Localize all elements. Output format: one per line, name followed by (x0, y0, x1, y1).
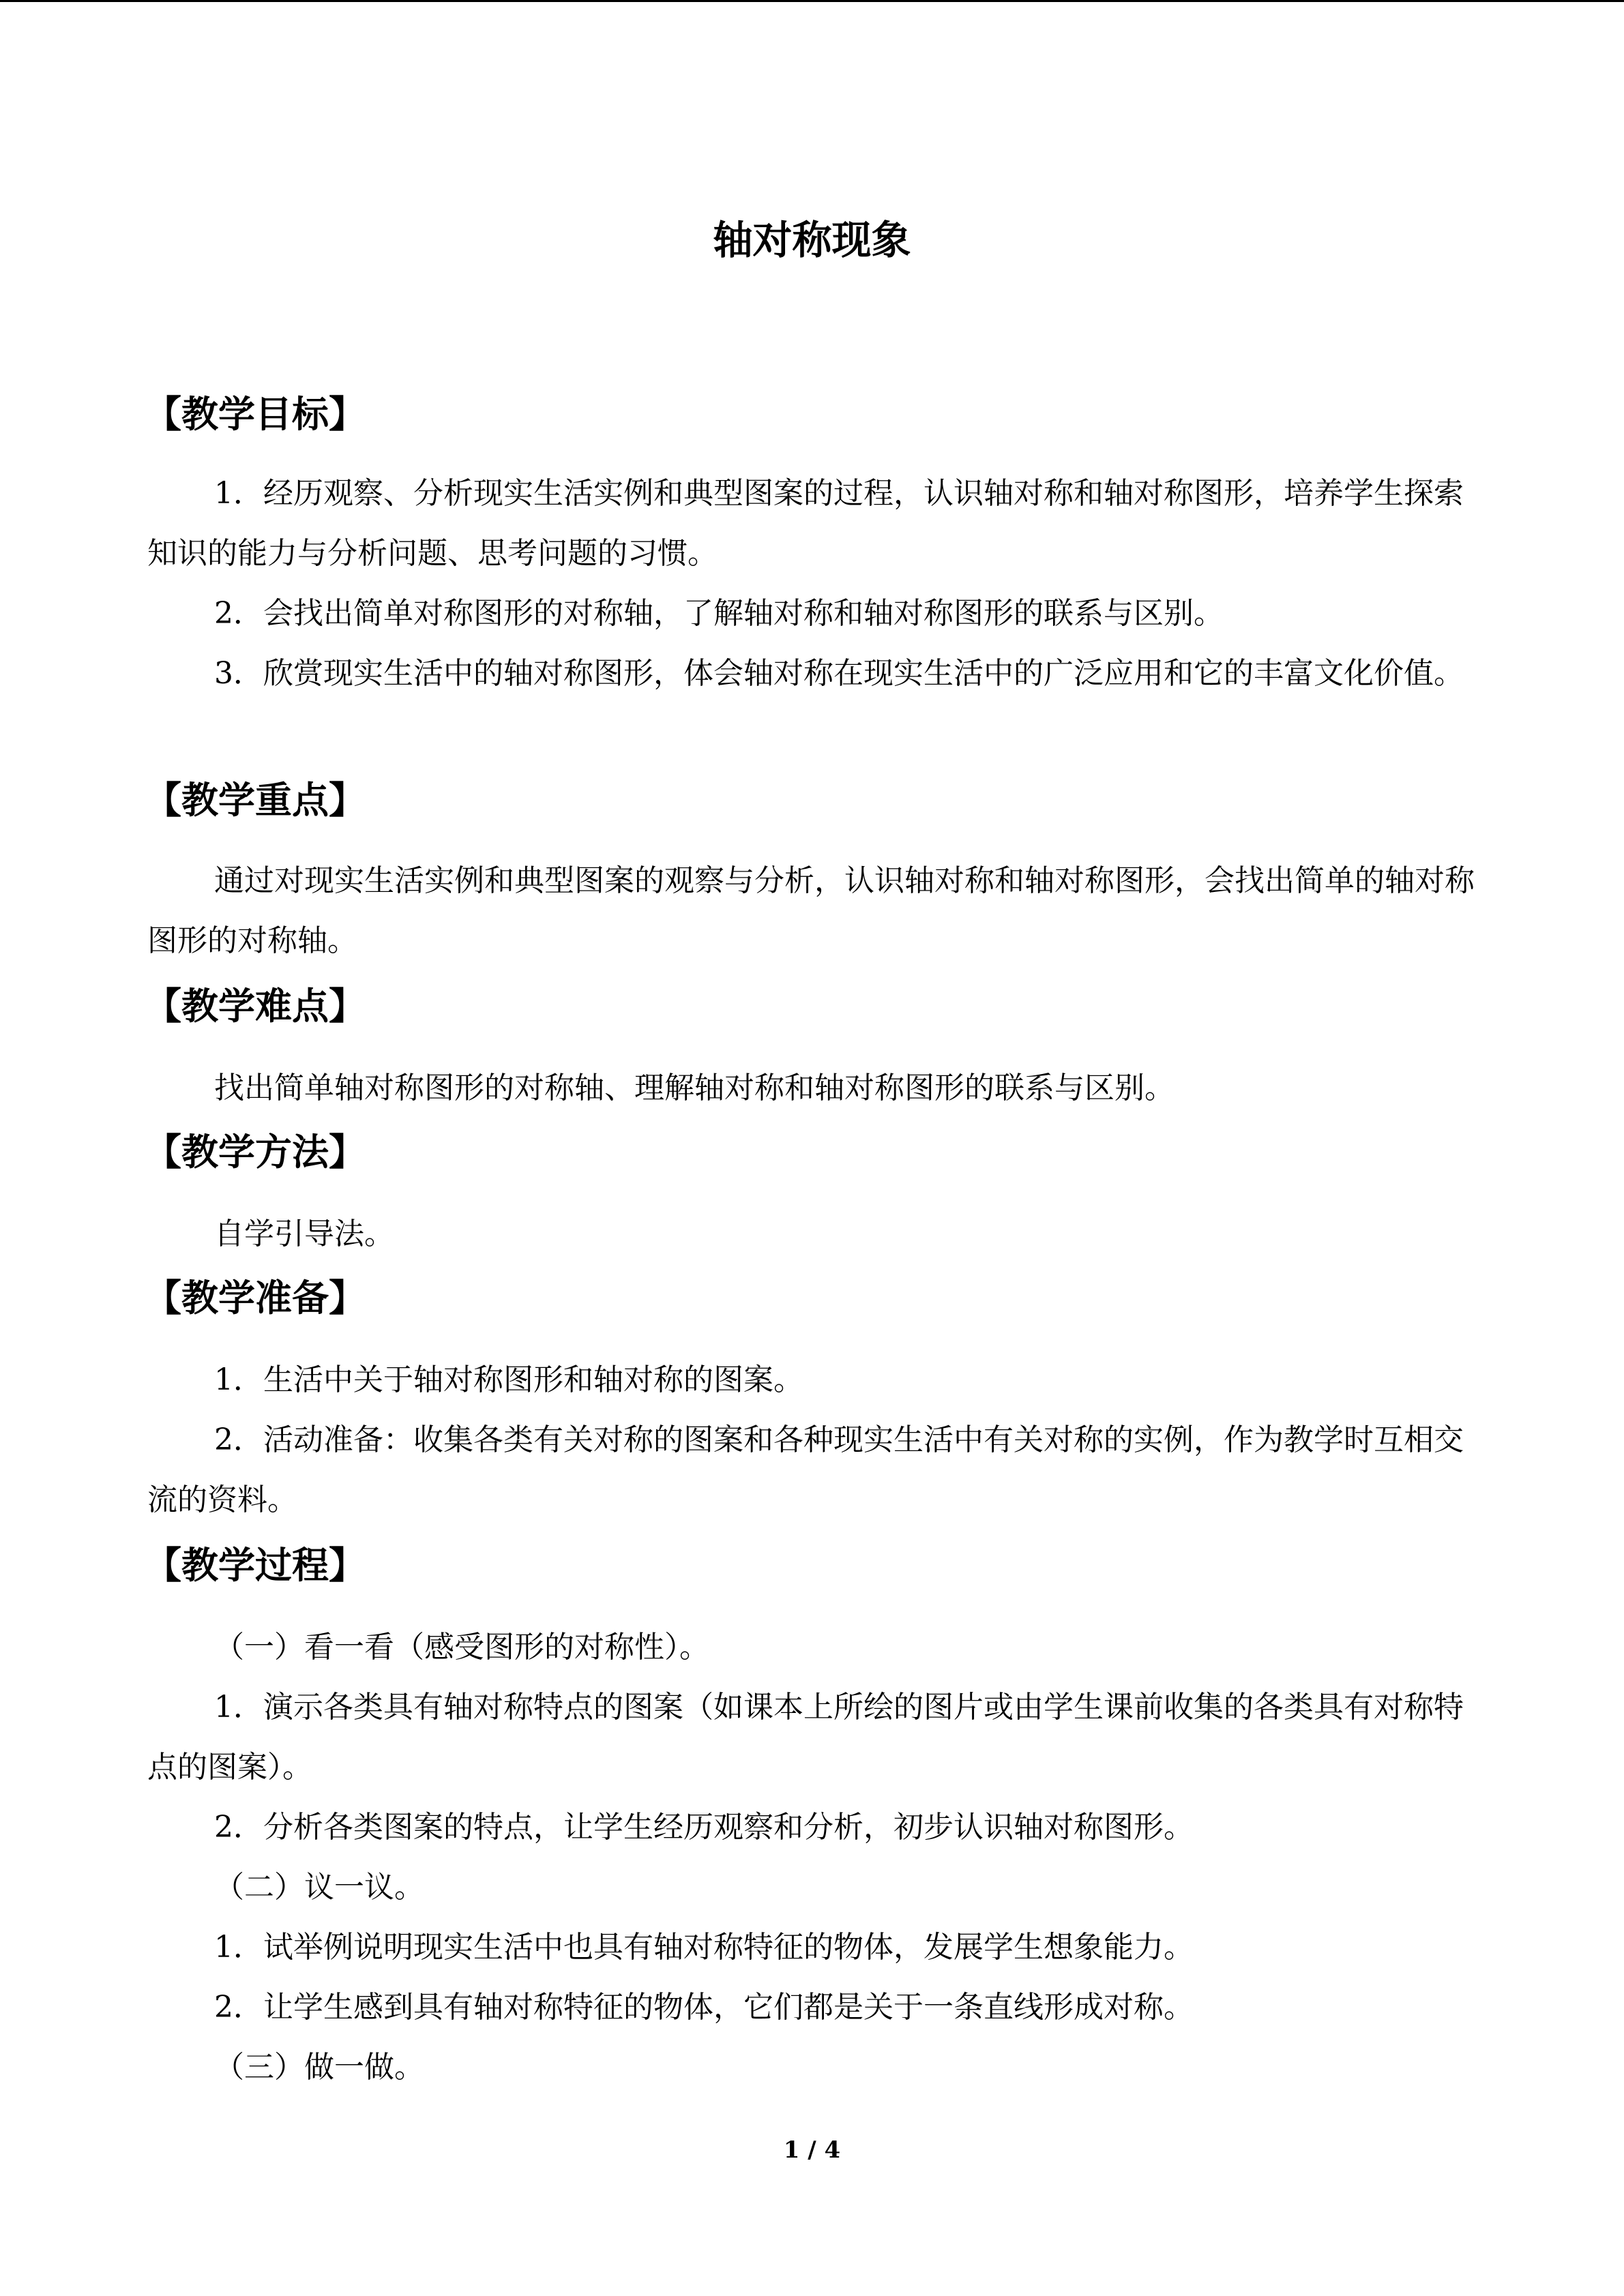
heading-objectives: 【教学目标】 (145, 393, 366, 436)
process-part2-item-2: 2．让学生感到具有轴对称特征的物体，它们都是关于一条直线形成对称。 (214, 1990, 1194, 2025)
process-part1-item-1: 1．演示各类具有轴对称特点的图案（如课本上所绘的图片或由学生课前收集的各类具有对称特点的图案）。 (147, 1690, 1464, 1785)
document-title: 轴对称现象 (713, 217, 911, 263)
heading-process: 【教学过程】 (145, 1544, 366, 1587)
preparation-item-2: 2．活动准备：收集各类有关对称的图案和各种现实生活中有关对称的实例，作为教学时互相交流的资料。 (147, 1422, 1464, 1517)
difficulties-text: 找出简单轴对称图形的对称轴、理解轴对称和轴对称图形的联系与区别。 (214, 1071, 1175, 1105)
process-part1-item-2: 2．分析各类图案的特点，让学生经历观察和分析，初步认识轴对称图形。 (214, 1810, 1194, 1845)
heading-key-points: 【教学重点】 (145, 779, 366, 822)
heading-preparation: 【教学准备】 (145, 1277, 366, 1320)
key-points-text: 通过对现实生活实例和典型图案的观察与分析，认识轴对称和轴对称图形，会找出简单的轴对称图形的对称轴。 (147, 863, 1475, 958)
process-part2-item-1: 1．试举例说明现实生活中也具有轴对称特征的物体，发展学生想象能力。 (214, 1930, 1194, 1965)
process-part2-title: （二）议一议。 (214, 1870, 424, 1905)
heading-methods: 【教学方法】 (145, 1131, 366, 1174)
process-part3-title: （三）做一做。 (214, 2050, 424, 2085)
objective-item-1: 1．经历观察、分析现实生活实例和典型图案的过程，认识轴对称和轴对称图形，培养学生探索知识的能力与分析问题、思考问题的习惯。 (147, 476, 1464, 571)
top-border-line (0, 0, 1624, 2)
heading-difficulties: 【教学难点】 (145, 985, 366, 1028)
objective-item-2: 2．会找出简单对称图形的对称轴，了解轴对称和轴对称图形的联系与区别。 (214, 596, 1224, 631)
objective-item-3: 3．欣赏现实生活中的轴对称图形，体会轴对称在现实生活中的广泛应用和它的丰富文化价值。 (214, 656, 1464, 691)
page-number: 1 / 4 (783, 2136, 841, 2164)
preparation-item-1: 1．生活中关于轴对称图形和轴对称的图案。 (214, 1362, 803, 1397)
process-part1-title: （一）看一看（感受图形的对称性）。 (214, 1630, 709, 1665)
methods-text: 自学引导法。 (214, 1217, 394, 1251)
